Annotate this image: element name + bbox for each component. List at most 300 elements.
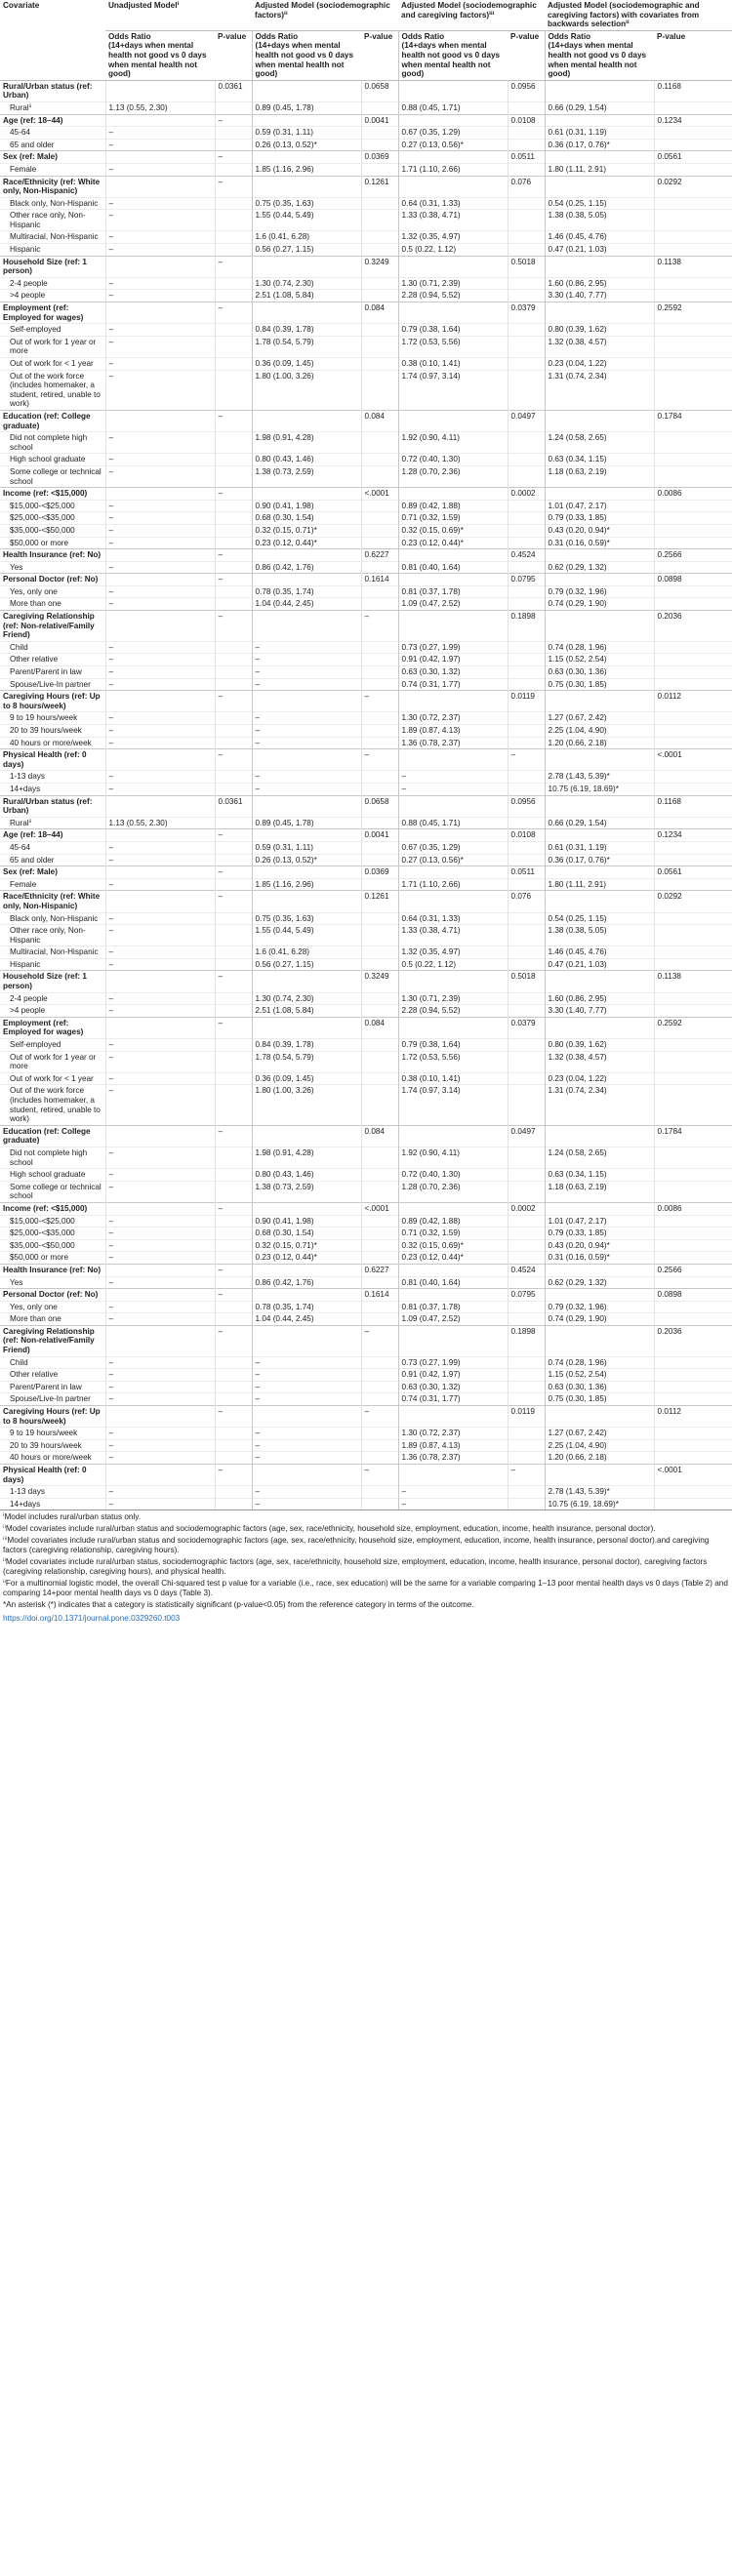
odds-ratio-cell: 0.23 (0.12, 0.44)* bbox=[398, 1252, 508, 1265]
p-value-cell: 0.084 bbox=[361, 410, 398, 431]
p-value-cell bbox=[654, 878, 732, 891]
odds-ratio-cell: – bbox=[252, 712, 361, 725]
p-value-cell: 0.0292 bbox=[654, 891, 732, 912]
odds-ratio-cell bbox=[252, 488, 361, 501]
odds-ratio-cell: 0.81 (0.37, 1.78) bbox=[398, 585, 508, 598]
odds-ratio-cell: – bbox=[105, 783, 215, 795]
covariate-level-row bbox=[0, 1486, 732, 1499]
odds-ratio-cell: 0.26 (0.13, 0.52)* bbox=[252, 139, 361, 151]
covariate-group-row bbox=[0, 410, 732, 431]
covariate-level-row bbox=[0, 210, 732, 231]
p-value-cell bbox=[361, 841, 398, 854]
p-value-cell: <.0001 bbox=[361, 1202, 398, 1215]
odds-ratio-label: Odds Ratio bbox=[108, 31, 151, 41]
covariate-label: Other relative bbox=[0, 1369, 105, 1382]
odds-ratio-cell: – bbox=[105, 958, 215, 971]
odds-ratio-cell: 1.78 (0.54, 5.79) bbox=[252, 1051, 361, 1072]
odds-ratio-cell: 0.89 (0.45, 1.78) bbox=[252, 817, 361, 829]
covariate-label: Multiracial, Non-Hispanic bbox=[0, 946, 105, 959]
covariate-level-row bbox=[0, 512, 732, 525]
covariate-label: Race/Ethnicity (ref: White only, Non-Hispanic) bbox=[0, 176, 105, 197]
p-value-cell: 0.2592 bbox=[654, 302, 732, 324]
odds-ratio-cell: 0.71 (0.32, 1.59) bbox=[398, 1228, 508, 1240]
p-value-cell bbox=[654, 512, 732, 525]
odds-ratio-cell: – bbox=[105, 841, 215, 854]
p-value-cell bbox=[215, 1072, 252, 1085]
odds-ratio-cell: 0.43 (0.20, 0.94)* bbox=[545, 1239, 654, 1252]
odds-ratio-cell: 2.78 (1.43, 5.39)* bbox=[545, 771, 654, 784]
covariate-level-row bbox=[0, 1072, 732, 1085]
odds-ratio-label: Odds Ratio bbox=[255, 31, 299, 41]
p-value-cell bbox=[361, 1369, 398, 1382]
p-value-cell bbox=[215, 1301, 252, 1313]
p-value-cell bbox=[654, 1039, 732, 1052]
p-value-cell bbox=[654, 585, 732, 598]
p-value-cell bbox=[361, 465, 398, 487]
p-value-cell bbox=[654, 1428, 732, 1440]
p-value-cell: – bbox=[215, 749, 252, 771]
p-value-cell bbox=[508, 1498, 545, 1509]
p-value-cell bbox=[361, 641, 398, 654]
odds-ratio-cell: – bbox=[105, 712, 215, 725]
p-value-cell: – bbox=[361, 1465, 398, 1486]
p-value-cell: 0.0041 bbox=[361, 829, 398, 842]
p-value-cell bbox=[654, 1381, 732, 1393]
p-value-cell: 0.076 bbox=[508, 891, 545, 912]
footnote: ⁱⁱModel covariates include rural/urban status, sociodemographic factors (age, sex, race/ethnicity, household size, employment, education, income, health insurance, personal doctor), caregiving factors (caregiving relationship, caregiving hours), and physical health. bbox=[3, 1557, 708, 1577]
odds-ratio-cell: 0.75 (0.30, 1.85) bbox=[545, 678, 654, 691]
odds-ratio-cell: – bbox=[105, 946, 215, 959]
odds-ratio-cell: 0.72 (0.40, 1.30) bbox=[398, 1169, 508, 1182]
p-value-cell bbox=[654, 231, 732, 244]
odds-ratio-cell bbox=[252, 891, 361, 912]
p-value-cell bbox=[215, 336, 252, 357]
odds-ratio-cell: – bbox=[252, 1498, 361, 1509]
odds-ratio-cell: 0.32 (0.15, 0.69)* bbox=[398, 524, 508, 537]
odds-ratio-cell: – bbox=[105, 290, 215, 302]
p-value-cell bbox=[215, 1147, 252, 1168]
covariate-group-row bbox=[0, 749, 732, 771]
p-value-cell: 0.0369 bbox=[361, 866, 398, 879]
p-value-cell bbox=[215, 1486, 252, 1499]
odds-ratio-cell: – bbox=[105, 854, 215, 866]
odds-ratio-cell bbox=[252, 971, 361, 992]
p-value-cell bbox=[654, 1215, 732, 1228]
odds-ratio-cell bbox=[398, 80, 508, 101]
p-value-cell bbox=[361, 1452, 398, 1465]
odds-ratio-cell: – bbox=[398, 783, 508, 795]
odds-ratio-cell: – bbox=[105, 512, 215, 525]
covariate-group-row bbox=[0, 1202, 732, 1215]
p-value-cell bbox=[508, 1169, 545, 1182]
odds-ratio-cell: 0.71 (0.32, 1.59) bbox=[398, 512, 508, 525]
covariate-label: Personal Doctor (ref: No) bbox=[0, 1289, 105, 1302]
covariate-group-row bbox=[0, 80, 732, 101]
footnote: ⁱⁱⁱModel covariates include rural/urban status and sociodemographic factors (age, sex, race/ethnicity, household size, employment, education, income, health insurance, personal doctor).and caregiving factors (caregiving relationship, caregiving hours). bbox=[3, 1536, 710, 1555]
odds-ratio-cell: 0.43 (0.20, 0.94)* bbox=[545, 524, 654, 537]
covariate-level-row bbox=[0, 1005, 732, 1018]
odds-ratio-cell bbox=[398, 1202, 508, 1215]
odds-ratio-cell: 1.30 (0.71, 2.39) bbox=[398, 992, 508, 1005]
covariate-level-row bbox=[0, 1393, 732, 1406]
covariate-label: 40 hours or more/week bbox=[0, 737, 105, 749]
odds-ratio-cell bbox=[252, 866, 361, 879]
p-value-cell bbox=[654, 537, 732, 549]
odds-ratio-cell bbox=[105, 488, 215, 501]
covariate-group-row bbox=[0, 1264, 732, 1276]
odds-ratio-cell: 0.79 (0.32, 1.96) bbox=[545, 585, 654, 598]
odds-ratio-cell bbox=[398, 611, 508, 642]
covariate-label: Education (ref: College graduate) bbox=[0, 1125, 105, 1147]
odds-ratio-cell: – bbox=[105, 358, 215, 371]
p-value-cell bbox=[654, 925, 732, 946]
odds-ratio-cell bbox=[105, 1264, 215, 1276]
p-value-cell: 0.1138 bbox=[654, 256, 732, 277]
p-value-cell bbox=[508, 771, 545, 784]
p-value-cell bbox=[654, 946, 732, 959]
p-value-cell: 0.084 bbox=[361, 1017, 398, 1038]
p-value-cell: 0.084 bbox=[361, 1125, 398, 1147]
odds-ratio-cell: – bbox=[105, 1313, 215, 1326]
covariate-level-row bbox=[0, 277, 732, 290]
odds-ratio-cell: 1.30 (0.72, 2.37) bbox=[398, 1428, 508, 1440]
odds-ratio-cell: – bbox=[105, 1169, 215, 1182]
odds-ratio-cell bbox=[398, 795, 508, 817]
odds-ratio-cell: 1.27 (0.67, 2.42) bbox=[545, 712, 654, 725]
p-value-cell: 0.1261 bbox=[361, 891, 398, 912]
odds-ratio-cell: 0.5 (0.22, 1.12) bbox=[398, 244, 508, 257]
p-value-cell bbox=[508, 1215, 545, 1228]
p-value-cell: – bbox=[215, 1289, 252, 1302]
p-value-cell bbox=[215, 1381, 252, 1393]
p-value-cell bbox=[361, 737, 398, 749]
odds-ratio-cell bbox=[105, 749, 215, 771]
odds-ratio-cell bbox=[545, 410, 654, 431]
odds-ratio-cell: 0.74 (0.31, 1.77) bbox=[398, 678, 508, 691]
covariate-label: Yes, only one bbox=[0, 1301, 105, 1313]
covariate-level-row bbox=[0, 585, 732, 598]
p-value-cell bbox=[215, 1085, 252, 1125]
odds-ratio-cell bbox=[252, 1289, 361, 1302]
p-value-cell: 0.0002 bbox=[508, 1202, 545, 1215]
odds-ratio-cell: 1.89 (0.87, 4.13) bbox=[398, 725, 508, 738]
odds-ratio-cell bbox=[105, 866, 215, 879]
odds-ratio-cell: 1.98 (0.91, 4.28) bbox=[252, 432, 361, 454]
p-value-cell bbox=[361, 290, 398, 302]
covariate-label: $50,000 or more bbox=[0, 1252, 105, 1265]
odds-ratio-cell bbox=[398, 691, 508, 712]
odds-ratio-cell bbox=[252, 1465, 361, 1486]
odds-ratio-cell: – bbox=[105, 324, 215, 337]
odds-ratio-cell: – bbox=[252, 771, 361, 784]
odds-ratio-cell: 1.27 (0.67, 2.42) bbox=[545, 1428, 654, 1440]
odds-ratio-cell: 0.74 (0.29, 1.90) bbox=[545, 598, 654, 611]
odds-ratio-cell: 0.88 (0.45, 1.71) bbox=[398, 817, 508, 829]
odds-ratio-cell bbox=[252, 1325, 361, 1356]
odds-ratio-cell: 0.23 (0.12, 0.44)* bbox=[252, 537, 361, 549]
p-value-cell bbox=[215, 210, 252, 231]
odds-ratio-cell: 1.04 (0.44, 2.45) bbox=[252, 598, 361, 611]
covariate-group-row bbox=[0, 488, 732, 501]
covariate-label: 2-4 people bbox=[0, 992, 105, 1005]
odds-ratio-cell: 0.86 (0.42, 1.76) bbox=[252, 561, 361, 574]
covariate-label: Rural/Urban status (ref: Urban) bbox=[0, 80, 105, 101]
odds-ratio-cell: 0.27 (0.13, 0.56)* bbox=[398, 139, 508, 151]
odds-ratio-description: (14+days when mental health not good vs 0 days when mental health not good) bbox=[401, 41, 501, 79]
p-value-cell: 0.0511 bbox=[508, 866, 545, 879]
covariate-level-row bbox=[0, 666, 732, 679]
p-value-cell: 0.1168 bbox=[654, 80, 732, 101]
odds-ratio-cell: 1.55 (0.44, 5.49) bbox=[252, 210, 361, 231]
p-value-cell bbox=[215, 1452, 252, 1465]
covariate-level-row bbox=[0, 725, 732, 738]
odds-ratio-cell: 1.36 (0.78, 2.37) bbox=[398, 737, 508, 749]
p-value-cell: – bbox=[215, 114, 252, 127]
p-value-cell bbox=[215, 854, 252, 866]
odds-ratio-cell bbox=[105, 891, 215, 912]
odds-ratio-cell: 0.67 (0.35, 1.29) bbox=[398, 841, 508, 854]
p-value-cell: 0.3249 bbox=[361, 971, 398, 992]
odds-ratio-cell: 0.74 (0.28, 1.96) bbox=[545, 641, 654, 654]
odds-ratio-cell: 0.66 (0.29, 1.54) bbox=[545, 101, 654, 114]
covariate-label: 14+days bbox=[0, 783, 105, 795]
odds-ratio-cell bbox=[398, 488, 508, 501]
p-value-cell bbox=[361, 1239, 398, 1252]
p-value-cell bbox=[654, 1239, 732, 1252]
odds-ratio-cell bbox=[105, 410, 215, 431]
odds-ratio-cell: 1.18 (0.63, 2.19) bbox=[545, 1181, 654, 1202]
p-value-cell bbox=[508, 841, 545, 854]
p-value-cell: – bbox=[215, 549, 252, 562]
p-value-cell bbox=[654, 1072, 732, 1085]
p-value-cell bbox=[361, 783, 398, 795]
covariate-level-row bbox=[0, 1369, 732, 1382]
p-value-cell bbox=[215, 585, 252, 598]
p-value-cell: 0.084 bbox=[361, 302, 398, 324]
odds-ratio-cell bbox=[252, 80, 361, 101]
p-value-cell bbox=[508, 454, 545, 466]
odds-ratio-cell bbox=[252, 795, 361, 817]
odds-ratio-cell: – bbox=[105, 912, 215, 925]
odds-ratio-cell: – bbox=[105, 537, 215, 549]
odds-ratio-cell: 1.09 (0.47, 2.52) bbox=[398, 598, 508, 611]
covariate-group-row bbox=[0, 1406, 732, 1428]
covariate-group-row bbox=[0, 549, 732, 562]
odds-ratio-cell bbox=[105, 971, 215, 992]
covariate-label: Hispanic bbox=[0, 244, 105, 257]
covariate-label: Spouse/Live-In partner bbox=[0, 678, 105, 691]
p-value-cell bbox=[508, 1039, 545, 1052]
odds-ratio-cell: 1.13 (0.55, 2.30) bbox=[105, 101, 215, 114]
odds-ratio-cell bbox=[545, 1125, 654, 1147]
p-value-cell bbox=[215, 277, 252, 290]
covariate-group-row bbox=[0, 891, 732, 912]
p-value-cell bbox=[654, 771, 732, 784]
p-value-cell bbox=[361, 678, 398, 691]
covariate-level-row bbox=[0, 290, 732, 302]
p-value-cell: <.0001 bbox=[361, 488, 398, 501]
covariate-level-row bbox=[0, 878, 732, 891]
covariate-level-row bbox=[0, 654, 732, 666]
odds-ratio-cell bbox=[252, 1017, 361, 1038]
odds-ratio-cell bbox=[252, 256, 361, 277]
p-value-cell bbox=[508, 1051, 545, 1072]
covariate-level-row bbox=[0, 712, 732, 725]
covariate-level-row bbox=[0, 101, 732, 114]
odds-ratio-cell: 0.75 (0.35, 1.63) bbox=[252, 912, 361, 925]
p-value-cell bbox=[361, 432, 398, 454]
p-value-cell bbox=[361, 725, 398, 738]
odds-ratio-cell: – bbox=[105, 1215, 215, 1228]
p-value-cell bbox=[508, 561, 545, 574]
covariate-level-row bbox=[0, 1381, 732, 1393]
covariate-level-row bbox=[0, 1181, 732, 1202]
odds-ratio-cell: – bbox=[105, 1439, 215, 1452]
covariate-label: 9 to 19 hours/week bbox=[0, 1428, 105, 1440]
p-value-cell bbox=[361, 1356, 398, 1369]
odds-ratio-cell: – bbox=[105, 1381, 215, 1393]
covariate-label: >4 people bbox=[0, 290, 105, 302]
odds-ratio-cell: 1.60 (0.86, 2.95) bbox=[545, 277, 654, 290]
covariate-level-row bbox=[0, 1356, 732, 1369]
odds-ratio-cell: 1.04 (0.44, 2.45) bbox=[252, 1313, 361, 1326]
p-value-cell bbox=[508, 641, 545, 654]
odds-ratio-cell: 2.25 (1.04, 4.90) bbox=[545, 1439, 654, 1452]
p-value-cell bbox=[361, 139, 398, 151]
odds-ratio-cell bbox=[545, 1017, 654, 1038]
p-value-cell bbox=[215, 925, 252, 946]
footnote: ⁱⁱModel covariates include rural/urban status and sociodemographic factors (age, sex, race/ethnicity, household size, employment, education, income, health insurance, personal doctor). bbox=[3, 1524, 656, 1534]
p-value-cell bbox=[361, 101, 398, 114]
p-value-cell bbox=[654, 324, 732, 337]
odds-ratio-cell: 1.20 (0.66, 2.18) bbox=[545, 737, 654, 749]
p-value-cell bbox=[215, 783, 252, 795]
covariate-level-row bbox=[0, 465, 732, 487]
odds-ratio-cell: 0.54 (0.25, 1.15) bbox=[545, 197, 654, 210]
odds-ratio-cell bbox=[252, 302, 361, 324]
p-value-cell: 0.1234 bbox=[654, 114, 732, 127]
covariate-level-row bbox=[0, 1085, 732, 1125]
covariate-level-row bbox=[0, 925, 732, 946]
covariate-group-row bbox=[0, 176, 732, 197]
odds-ratio-cell bbox=[252, 1202, 361, 1215]
odds-ratio-cell bbox=[398, 1017, 508, 1038]
odds-ratio-cell: – bbox=[252, 654, 361, 666]
p-value-cell bbox=[508, 197, 545, 210]
odds-ratio-cell: 0.74 (0.29, 1.90) bbox=[545, 1313, 654, 1326]
covariate-label: $35,000-<$50,000 bbox=[0, 524, 105, 537]
odds-ratio-cell bbox=[545, 691, 654, 712]
odds-ratio-cell bbox=[545, 1325, 654, 1356]
covariate-label: Child bbox=[0, 641, 105, 654]
odds-ratio-cell: 1.31 (0.74, 2.34) bbox=[545, 1085, 654, 1125]
p-value-cell: – bbox=[215, 151, 252, 164]
covariate-level-row bbox=[0, 1169, 732, 1182]
p-value-cell: 0.2036 bbox=[654, 1325, 732, 1356]
covariate-level-row bbox=[0, 783, 732, 795]
p-value-cell: – bbox=[215, 829, 252, 842]
covariate-label: Out of work for 1 year or more bbox=[0, 1051, 105, 1072]
p-value-cell bbox=[654, 277, 732, 290]
p-value-cell: 0.0795 bbox=[508, 1289, 545, 1302]
p-value-cell bbox=[654, 641, 732, 654]
odds-ratio-cell: 0.64 (0.31, 1.33) bbox=[398, 197, 508, 210]
p-value-cell bbox=[361, 163, 398, 176]
doi-link[interactable]: https://doi.org/10.1371/journal.pone.0329260.t003 bbox=[3, 1614, 181, 1624]
p-value-cell bbox=[654, 1498, 732, 1509]
odds-ratio-cell bbox=[252, 574, 361, 586]
p-value-cell bbox=[508, 1228, 545, 1240]
odds-ratio-cell bbox=[252, 691, 361, 712]
covariate-level-row bbox=[0, 454, 732, 466]
p-value-cell bbox=[654, 454, 732, 466]
p-value-cell bbox=[361, 1498, 398, 1509]
odds-ratio-cell bbox=[252, 1125, 361, 1147]
p-value-cell: – bbox=[215, 1325, 252, 1356]
p-value-cell bbox=[215, 1005, 252, 1018]
odds-ratio-cell: 1.33 (0.38, 4.71) bbox=[398, 210, 508, 231]
odds-ratio-cell bbox=[252, 176, 361, 197]
p-value-cell bbox=[508, 336, 545, 357]
odds-ratio-cell: – bbox=[252, 737, 361, 749]
p-value-cell: 0.2566 bbox=[654, 549, 732, 562]
p-value-cell bbox=[508, 210, 545, 231]
p-value-cell bbox=[654, 1313, 732, 1326]
p-value-cell bbox=[508, 139, 545, 151]
odds-ratio-cell bbox=[545, 302, 654, 324]
covariate-label: 45-64 bbox=[0, 841, 105, 854]
p-value-cell bbox=[361, 1072, 398, 1085]
odds-ratio-cell bbox=[398, 829, 508, 842]
p-value-cell bbox=[654, 139, 732, 151]
model-header: Unadjusted Modelⁱ bbox=[105, 0, 252, 30]
odds-ratio-cell: 1.55 (0.44, 5.49) bbox=[252, 925, 361, 946]
p-value-cell bbox=[215, 1215, 252, 1228]
covariate-label: Other race only, Non-Hispanic bbox=[0, 210, 105, 231]
odds-ratio-cell bbox=[105, 549, 215, 562]
odds-ratio-cell: – bbox=[252, 725, 361, 738]
p-value-cell: 0.0898 bbox=[654, 1289, 732, 1302]
p-value-cell: 0.6227 bbox=[361, 549, 398, 562]
odds-ratio-cell: 0.80 (0.43, 1.46) bbox=[252, 454, 361, 466]
p-value-header: P-value bbox=[508, 30, 545, 80]
p-value-cell bbox=[654, 244, 732, 257]
p-value-header: P-value bbox=[215, 30, 252, 80]
covariate-label: Caregiving Relationship (ref: Non-relative/Family Friend) bbox=[0, 611, 105, 642]
odds-ratio-cell: 0.47 (0.21, 1.03) bbox=[545, 958, 654, 971]
odds-ratio-cell bbox=[545, 795, 654, 817]
odds-ratio-cell: 1.92 (0.90, 4.11) bbox=[398, 432, 508, 454]
p-value-header: P-value bbox=[361, 30, 398, 80]
covariate-level-row bbox=[0, 127, 732, 140]
covariate-level-row bbox=[0, 139, 732, 151]
odds-ratio-cell: 0.91 (0.42, 1.97) bbox=[398, 1369, 508, 1382]
p-value-cell: 0.6227 bbox=[361, 1264, 398, 1276]
p-value-cell bbox=[508, 1085, 545, 1125]
odds-ratio-cell: 0.31 (0.16, 0.59)* bbox=[545, 537, 654, 549]
covariate-label: Did not complete high school bbox=[0, 1147, 105, 1168]
odds-ratio-cell: 0.81 (0.40, 1.64) bbox=[398, 561, 508, 574]
p-value-cell bbox=[215, 1428, 252, 1440]
p-value-cell bbox=[508, 958, 545, 971]
p-value-cell bbox=[361, 1393, 398, 1406]
p-value-cell bbox=[508, 1252, 545, 1265]
odds-ratio-cell: 0.81 (0.37, 1.78) bbox=[398, 1301, 508, 1313]
odds-ratio-cell: 1.72 (0.53, 5.56) bbox=[398, 336, 508, 357]
p-value-cell bbox=[654, 1393, 732, 1406]
p-value-cell bbox=[361, 244, 398, 257]
odds-ratio-cell: 2.51 (1.08, 5.84) bbox=[252, 290, 361, 302]
